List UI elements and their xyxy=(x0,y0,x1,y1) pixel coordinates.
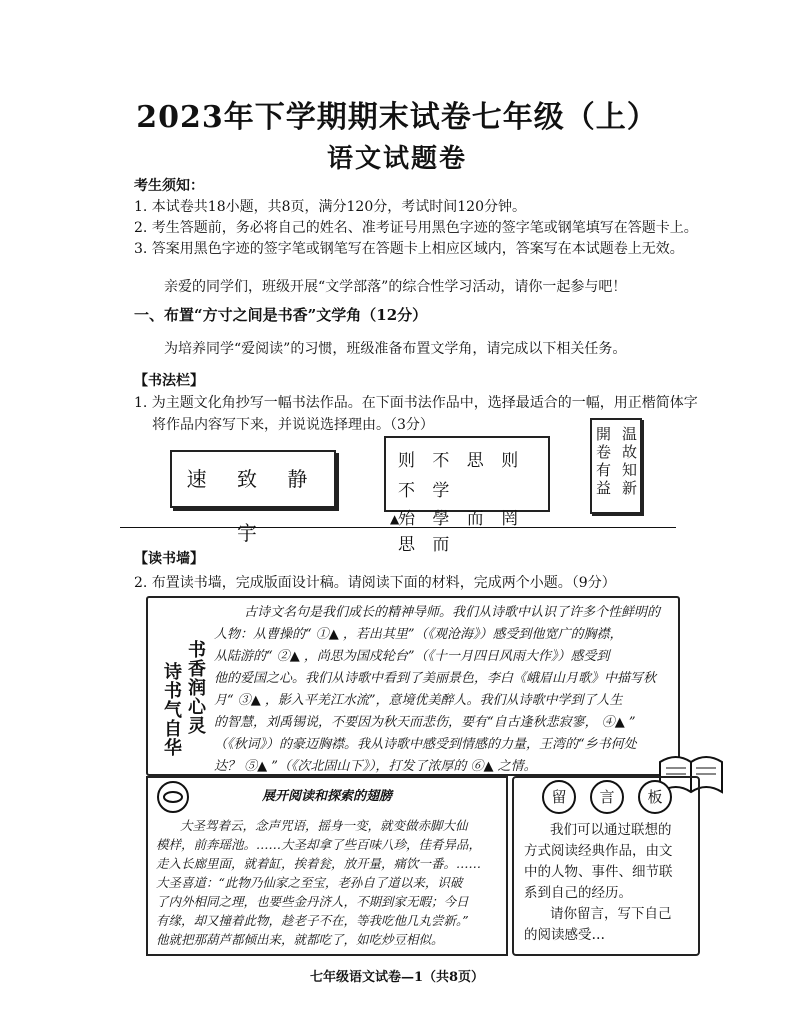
side-title-col1: 书香润心灵 xyxy=(185,640,206,735)
reading-wall-side-title xyxy=(160,640,206,757)
section1-heading: 一、布置“方寸之间是书香”文学角（12分） xyxy=(134,306,428,324)
book-excerpt-heading: 展开阅读和探索的翅膀 xyxy=(262,789,393,804)
message-line: 我们可以通过联想的 xyxy=(550,822,672,838)
calligraphy-work-3 xyxy=(590,418,642,514)
page-footer: 七年级语文试卷—1（共8页） xyxy=(309,970,485,985)
message-board-char: 言 xyxy=(590,780,624,814)
calligraphy-label: 【书法栏】 xyxy=(134,373,204,389)
disc-icon xyxy=(156,780,190,814)
paragraph-line: 从陆游的“ ②▲ ，尚思为国戍轮台”（《十一月四日风雨大作》）感受到 xyxy=(214,649,610,664)
question-2: 2. 布置读书墙，完成版面设计稿。请阅读下面的材料，完成两个小题。（9分） xyxy=(134,575,616,591)
notice-item: 2. 考生答题前，务必将自己的姓名、准考证号用黑色字迹的签字笔或钢笔填写在答题卡上。 xyxy=(134,220,698,236)
excerpt-line: 有缘，却又撞着此物，趁老子不在，等我吃他几丸尝新。” xyxy=(156,913,469,928)
excerpt-line: 模样，前奔瑶池。……大圣却拿了些百味八珍，佳肴异品， xyxy=(156,837,482,852)
calligraphy-work-1-text: 速 致 静 宇 xyxy=(186,467,320,545)
answer-mark: ▲ xyxy=(390,512,400,526)
book-excerpt-text xyxy=(156,816,500,949)
paragraph-line: （《秋词》）的豪迈胸襟。我从诗歌中感受到情感的力量，王湾的“乡书何处 xyxy=(214,737,637,752)
paragraph-line: 的智慧，刘禹锡说，不要因为秋天而悲伤，要有“自古逢秋悲寂寥， ④▲ ” xyxy=(214,715,636,730)
section1-desc: 为培养同学“爱阅读”的习惯，班级准备布置文学角，请完成以下相关任务。 xyxy=(164,341,627,357)
calligraphy-work-2-line2: 殆 學 而 罔 思 而 xyxy=(398,509,525,555)
message-line: 请你留言，写下自己 xyxy=(550,906,672,922)
message-board-text xyxy=(524,820,692,946)
message-board-title xyxy=(542,780,672,814)
paragraph-line: 达？ ⑤▲ ”（《次北固山下》），打发了浓厚的 ⑥▲ 之情。 xyxy=(214,759,537,774)
notice-item: 1. 本试卷共18小题，共8页，满分120分，考试时间120分钟。 xyxy=(134,199,526,215)
exam-title: 2023年下学期期末试卷七年级（上） xyxy=(136,100,658,135)
paragraph-line: 月“ ③▲ ，影入平羌江水流”，意境优美醉人。我们从诗歌中学到了人生 xyxy=(214,693,623,708)
notice-block xyxy=(134,176,754,260)
excerpt-line: 走入长廊里面，就着缸，挨着瓮，放开量，痛饮一番。…… xyxy=(156,856,482,871)
answer-line xyxy=(120,527,676,528)
message-line: 方式阅读经典作品，由文 xyxy=(524,843,673,859)
poetry-paragraph xyxy=(214,602,676,778)
paragraph-line: 人物：从曹操的“ ①▲ ，若出其里”（《观沧海》）感受到他宽广的胸襟， xyxy=(214,627,623,642)
excerpt-line: 他就把那葫芦都倾出来，就都吃了，如吃炒豆相似。 xyxy=(156,932,444,947)
calligraphy-work-2-line1: 则 不 思 则 不 学 xyxy=(398,451,525,501)
message-line: 系到自己的经历。 xyxy=(524,885,632,901)
reading-wall-label: 【读书墙】 xyxy=(134,551,204,567)
side-title-col2: 诗书气自华 xyxy=(161,662,182,757)
message-line: 中的人物、事件、细节联 xyxy=(524,864,673,880)
message-line: 的阅读感受… xyxy=(524,927,605,943)
calligraphy-work-3-col2: 開卷有益 xyxy=(594,426,612,498)
paragraph-line: 他的爱国之心。我们从诗歌中看到了美丽景色，李白《峨眉山月歌》中描写秋 xyxy=(214,671,657,686)
paragraph-line: 古诗文名句是我们成长的精神导师。我们从诗歌中认识了许多个性鲜明的 xyxy=(244,605,661,620)
calligraphy-work-2 xyxy=(384,436,550,555)
excerpt-line: 了内外相同之理，也要些金丹济人，不期到家无暇；今日 xyxy=(156,894,469,909)
calligraphy-work-3-col1: 温故知新 xyxy=(620,426,638,498)
excerpt-line: 大圣驾着云，念声咒语，摇身一变，就变做赤脚大仙 xyxy=(180,818,468,833)
intro-text: 亲爱的同学们，班级开展“文学部落”的综合性学习活动，请你一起参与吧！ xyxy=(164,279,627,295)
question-1-line1: 1. 为主题文化角抄写一幅书法作品。在下面书法作品中，选择最适合的一幅，用正楷简体字 xyxy=(134,395,698,411)
exam-subtitle: 语文试题卷 xyxy=(326,144,467,174)
notice-heading: 考生须知： xyxy=(134,178,204,194)
notice-item: 3. 答案用黑色字迹的签字笔或钢笔写在答题卡上相应区域内，答案写在本试题卷上无效。 xyxy=(134,241,684,257)
calligraphy-work-1 xyxy=(170,450,336,545)
message-board-char: 板 xyxy=(638,780,672,814)
excerpt-line: 大圣喜道：“此物乃仙家之至宝，老孙自了道以来，识破 xyxy=(156,875,463,890)
question-1-line2: 将作品内容写下来，并说说选择理由。（3分） xyxy=(152,417,434,433)
message-board-char: 留 xyxy=(542,780,576,814)
